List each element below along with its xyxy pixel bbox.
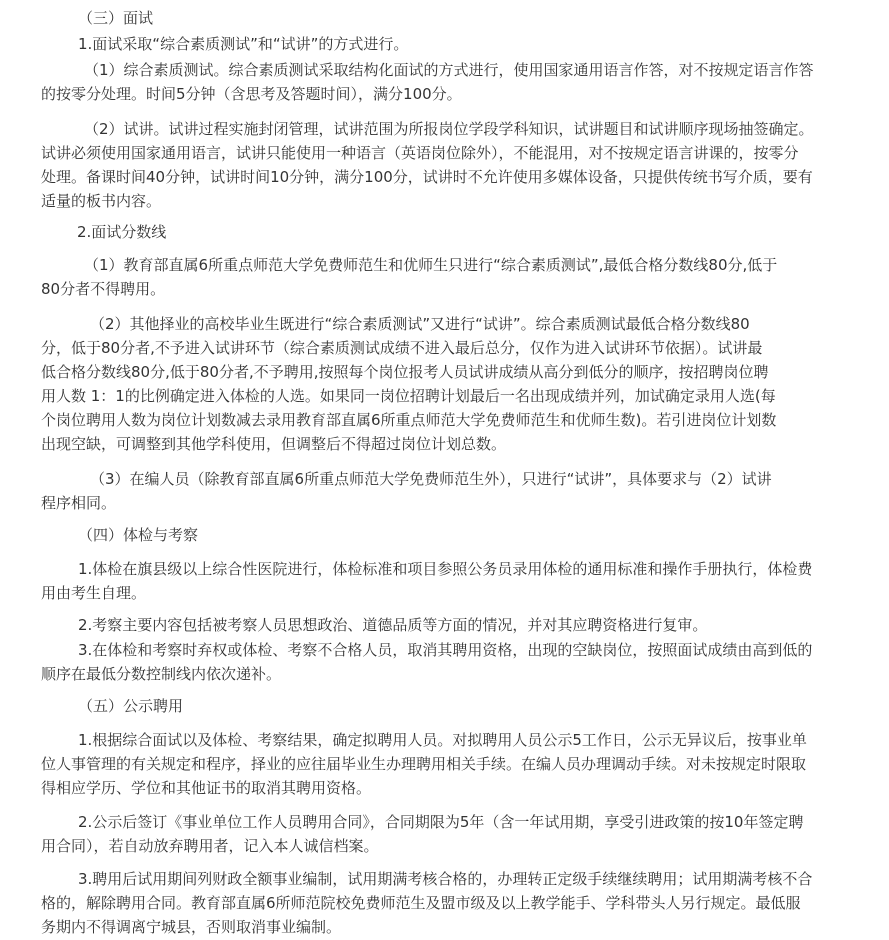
section-heading-interview: （三）面试 bbox=[78, 9, 154, 27]
paragraph-line: 1.面试采取“综合素质测试”和“试讲”的方式进行。 bbox=[78, 35, 409, 53]
paragraph-line: 格的，解除聘用合同。教育部直属6所师范院校免费师范生及盟市级及以上教学能手、学科带头人另行规定。最低服 bbox=[41, 894, 801, 912]
paragraph-line: 3.聘用后试用期间列财政全额事业编制，试用期满考核合格的，办理转正定级手续继续聘用；试用期满考核不合 bbox=[78, 870, 813, 888]
subsection-heading-score-line: 2.面试分数线 bbox=[77, 223, 167, 241]
paragraph-line: 2.考察主要内容包括被考察人员思想政治、道德品质等方面的情况，并对其应聘资格进行复审。 bbox=[78, 616, 708, 634]
paragraph-line: （3）在编人员（除教育部直属6所重点师范大学免费师范生外），只进行“试讲”，具体要求与（2）试讲 bbox=[90, 470, 772, 488]
paragraph-line: 程序相同。 bbox=[41, 494, 117, 512]
paragraph-line: 位人事管理的有关规定和程序，择业的应往届毕业生办理聘用相关手续。在编人员办理调动手续。对未按规定时限取 bbox=[41, 755, 807, 773]
paragraph-line: 务期内不得调离宁城县，否则取消事业编制。 bbox=[41, 918, 342, 936]
paragraph-line: 个岗位聘用人数为岗位计划数减去录用教育部直属6所重点师范大学免费师范生和优师生数)。若引进岗位计划数 bbox=[41, 411, 777, 429]
paragraph-line: （1）教育部直属6所重点师范大学免费师范生和优师生只进行“综合素质测试”,最低合格分数线80分,低于 bbox=[84, 256, 778, 274]
paragraph-line: （2）试讲。试讲过程实施封闭管理，试讲范围为所报岗位学段学科知识，试讲题目和试讲顺序现场抽签确定。 bbox=[84, 120, 814, 138]
paragraph-line: 处理。备课时间40分钟，试讲时间10分钟，满分100分，试讲时不允许使用多媒体设备，只提供传统书写介质，要有 bbox=[41, 168, 813, 186]
paragraph-line: 用由考生自理。 bbox=[41, 584, 147, 602]
section-heading-medical-check: （四）体检与考察 bbox=[78, 526, 199, 544]
paragraph-line: 1.根据综合面试以及体检、考察结果，确定拟聘用人员。对拟聘用人员公示5工作日，公示无异议后，按事业单 bbox=[78, 731, 807, 749]
paragraph-line: 的按零分处理。时间5分钟（含思考及答题时间），满分100分。 bbox=[41, 85, 462, 103]
paragraph-line: 2.公示后签订《事业单位工作人员聘用合同》，合同期限为5年（含一年试用期，享受引进政策的按10年签定聘 bbox=[78, 813, 804, 831]
paragraph-line: 顺序在最低分数控制线内依次递补。 bbox=[41, 665, 282, 683]
paragraph-line: （2）其他择业的高校毕业生既进行“综合素质测试”又进行“试讲”。综合素质测试最低合格分数线80 bbox=[90, 315, 750, 333]
section-heading-publicity: （五）公示聘用 bbox=[78, 697, 184, 715]
paragraph-line: 3.在体检和考察时弃权或体检、考察不合格人员，取消其聘用资格，出现的空缺岗位，按照面试成绩由高到低的 bbox=[78, 641, 813, 659]
paragraph-line: 出现空缺，可调整到其他学科使用，但调整后不得超过岗位计划总数。 bbox=[41, 435, 507, 453]
paragraph-line: 得相应学历、学位和其他证书的取消其聘用资格。 bbox=[41, 779, 372, 797]
paragraph-line: （1）综合素质测试。综合素质测试采取结构化面试的方式进行，使用国家通用语言作答，对不按规定语言作答 bbox=[84, 61, 814, 79]
paragraph-line: 用合同），若自动放弃聘用者，记入本人诚信档案。 bbox=[41, 837, 379, 855]
paragraph-line: 80分者不得聘用。 bbox=[41, 280, 166, 298]
paragraph-line: 用人数 1：1的比例确定进入体检的人选。如果同一岗位招聘计划最后一名出现成绩并列，加试确定录用人选(每 bbox=[41, 387, 776, 405]
paragraph-line: 试讲必须使用国家通用语言，试讲只能使用一种语言（英语岗位除外），不能混用，对不按规定语言讲课的，按零分 bbox=[41, 144, 799, 162]
paragraph-line: 分，低于80分者,不予进入试讲环节（综合素质测试成绩不进入最后总分，仅作为进入试讲环节依据）。试讲最 bbox=[41, 339, 763, 357]
paragraph-line: 低合格分数线80分,低于80分者,不予聘用,按照每个岗位报考人员试讲成绩从高分到低分的顺序，按招聘岗位聘 bbox=[41, 363, 769, 381]
paragraph-line: 适量的板书内容。 bbox=[41, 192, 162, 210]
paragraph-line: 1.体检在旗县级以上综合性医院进行，体检标准和项目参照公务员录用体检的通用标准和操作手册执行，体检费 bbox=[78, 560, 813, 578]
